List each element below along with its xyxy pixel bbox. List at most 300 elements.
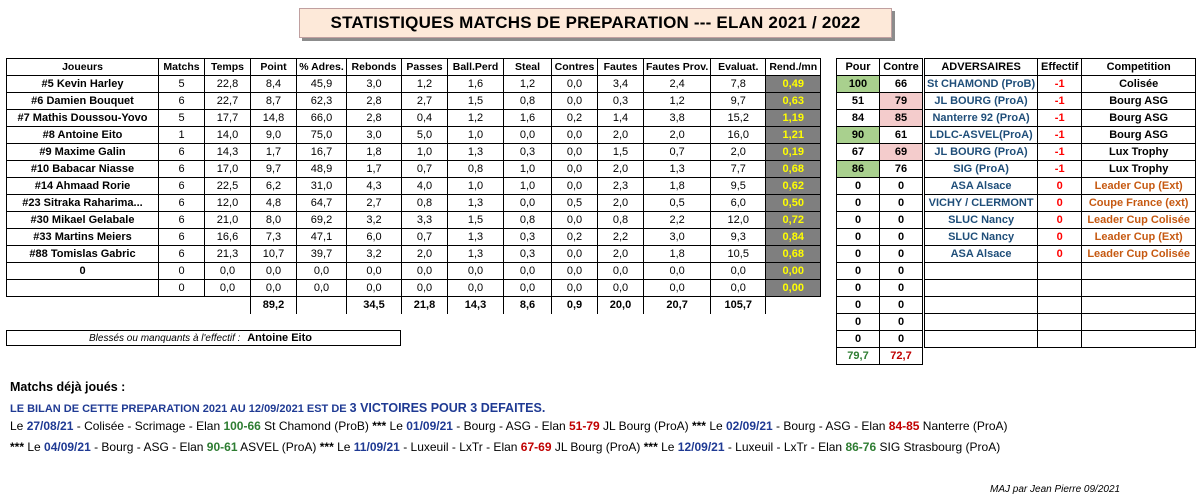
opponent-name: ASA Alsace — [925, 246, 1038, 263]
header-row — [837, 59, 923, 76]
effectif-cell: 0 — [1038, 212, 1082, 229]
stat-cell: 10,7 — [251, 246, 297, 263]
player-name: #5 Kevin Harley — [7, 76, 159, 93]
player-name — [7, 280, 159, 297]
stat-cell: 0,0 — [205, 263, 251, 280]
stat-cell: 1,2 — [402, 76, 448, 93]
table-row — [925, 76, 1196, 93]
effectif-cell: 0 — [1038, 229, 1082, 246]
stat-cell: 2,2 — [598, 229, 644, 246]
table-row — [7, 263, 821, 280]
column-header: Fautes Prov. — [644, 59, 711, 76]
stat-cell: 0,0 — [448, 263, 504, 280]
stat-cell: 0,8 — [402, 195, 448, 212]
stat-cell: 0,0 — [552, 212, 598, 229]
score-contre: 66 — [880, 76, 923, 93]
score-loss: 67-69 — [520, 440, 552, 454]
stat-cell: 1,5 — [448, 93, 504, 110]
stat-cell: 17,7 — [205, 110, 251, 127]
rend-cell: 0,84 — [766, 229, 821, 246]
table-row — [837, 178, 923, 195]
scores-table — [836, 58, 923, 365]
score-pour: 100 — [837, 76, 880, 93]
stat-cell: 6 — [159, 93, 205, 110]
opponent-name: SIG (ProA) — [925, 161, 1038, 178]
table-row — [925, 93, 1196, 110]
stat-cell: 0,0 — [297, 280, 347, 297]
stat-cell: 6,2 — [251, 178, 297, 195]
score-contre: 0 — [880, 331, 923, 348]
total-cell — [159, 297, 205, 314]
empty-cell — [925, 263, 1038, 280]
score-contre: 0 — [880, 229, 923, 246]
stat-cell: 14,0 — [205, 127, 251, 144]
column-header: % Adres. — [297, 59, 347, 76]
column-header: Rebonds — [347, 59, 402, 76]
competition-cell: Leader Cup Colisée — [1082, 246, 1196, 263]
injury-label: Blessés ou manquants à l'effectif : — [89, 333, 241, 344]
stat-cell: 2,4 — [644, 76, 711, 93]
column-header: Passes — [402, 59, 448, 76]
stat-cell: 0,0 — [644, 263, 711, 280]
score-contre: 0 — [880, 178, 923, 195]
stat-cell: 3,2 — [347, 212, 402, 229]
score-pour: 0 — [837, 280, 880, 297]
stat-cell: 1,3 — [448, 144, 504, 161]
stat-cell: 47,1 — [297, 229, 347, 246]
total-cell — [766, 297, 821, 314]
stat-cell: 0,0 — [402, 263, 448, 280]
effectif-cell: 0 — [1038, 178, 1082, 195]
score-contre: 85 — [880, 110, 923, 127]
stat-cell: 0,8 — [504, 93, 552, 110]
avg-pour: 79,7 — [837, 348, 880, 365]
stat-cell: 2,0 — [402, 246, 448, 263]
stat-cell: 2,3 — [598, 178, 644, 195]
player-name: #33 Martins Meiers — [7, 229, 159, 246]
table-row — [7, 212, 821, 229]
stat-cell: 1,5 — [448, 212, 504, 229]
stat-cell: 0,8 — [448, 161, 504, 178]
total-cell: 14,3 — [448, 297, 504, 314]
column-header: Joueurs — [7, 59, 159, 76]
header-row — [925, 59, 1196, 76]
effectif-cell: -1 — [1038, 127, 1082, 144]
date: 27/08/21 — [26, 419, 74, 433]
stat-cell: 48,9 — [297, 161, 347, 178]
score-pour: 0 — [837, 178, 880, 195]
rend-cell: 1,21 — [766, 127, 821, 144]
player-name: #7 Mathis Doussou-Yovo — [7, 110, 159, 127]
score-win: 86-76 — [845, 440, 877, 454]
score-pour: 51 — [837, 93, 880, 110]
stat-cell: 2,0 — [644, 127, 711, 144]
table-row — [837, 331, 923, 348]
stat-cell: 9,5 — [711, 178, 766, 195]
stat-cell: 1,0 — [504, 161, 552, 178]
stat-cell: 0,7 — [402, 229, 448, 246]
empty-cell — [925, 314, 1038, 331]
player-name: #8 Antoine Eito — [7, 127, 159, 144]
empty-cell — [925, 297, 1038, 314]
stat-cell: 0,3 — [504, 144, 552, 161]
stat-cell: 2,8 — [347, 110, 402, 127]
empty-cell — [1038, 297, 1082, 314]
table-row — [925, 144, 1196, 161]
score-pour: 86 — [837, 161, 880, 178]
header-row — [7, 59, 821, 76]
total-cell: 89,2 — [251, 297, 297, 314]
column-header: ADVERSAIRES — [925, 59, 1038, 76]
competition-cell: Colisée — [1082, 76, 1196, 93]
empty-cell — [1082, 263, 1196, 280]
table-row — [925, 127, 1196, 144]
opponent-name: JL BOURG (ProA) — [925, 144, 1038, 161]
stat-cell: 1,8 — [347, 144, 402, 161]
stat-cell: 22,5 — [205, 178, 251, 195]
stat-cell: 1,0 — [448, 127, 504, 144]
stat-cell: 0,0 — [347, 280, 402, 297]
rend-cell: 0,49 — [766, 76, 821, 93]
stat-cell: 0,3 — [504, 246, 552, 263]
empty-cell — [925, 280, 1038, 297]
date: 12/09/21 — [677, 440, 725, 454]
score-contre: 0 — [880, 280, 923, 297]
stat-cell: 0,5 — [552, 195, 598, 212]
stat-cell: 6 — [159, 195, 205, 212]
stat-cell: 0,3 — [598, 93, 644, 110]
stat-cell: 75,0 — [297, 127, 347, 144]
stat-cell: 3,0 — [644, 229, 711, 246]
opponent-name: SLUC Nancy — [925, 212, 1038, 229]
stat-cell: 9,7 — [711, 93, 766, 110]
table-row — [7, 110, 821, 127]
stat-cell: 69,2 — [297, 212, 347, 229]
date: 11/09/21 — [353, 440, 400, 454]
stat-cell: 0,0 — [711, 263, 766, 280]
rend-cell: 0,00 — [766, 280, 821, 297]
empty-cell — [1038, 314, 1082, 331]
total-cell — [297, 297, 347, 314]
table-row — [837, 280, 923, 297]
stat-cell: 0,0 — [448, 280, 504, 297]
total-cell: 0,9 — [552, 297, 598, 314]
table-row — [837, 76, 923, 93]
stat-cell: 0,0 — [504, 280, 552, 297]
update-signature: MAJ par Jean Pierre 09/2021 — [990, 484, 1121, 495]
column-header: Pour — [837, 59, 880, 76]
totals-row — [7, 297, 821, 314]
score-pour: 0 — [837, 246, 880, 263]
stat-cell: 0,0 — [347, 263, 402, 280]
stat-cell: 1,7 — [347, 161, 402, 178]
total-cell: 20,0 — [598, 297, 644, 314]
competition-cell: Bourg ASG — [1082, 110, 1196, 127]
stat-cell: 14,3 — [205, 144, 251, 161]
table-row — [925, 212, 1196, 229]
opponent-name: St CHAMOND (ProB) — [925, 76, 1038, 93]
table-row — [7, 127, 821, 144]
stat-cell: 16,6 — [205, 229, 251, 246]
stat-cell: 1,3 — [448, 246, 504, 263]
column-header: Rend./mn — [766, 59, 821, 76]
empty-cell — [1038, 280, 1082, 297]
table-row — [925, 297, 1196, 314]
stat-cell: 22,8 — [205, 76, 251, 93]
table-row — [837, 93, 923, 110]
table-row — [7, 144, 821, 161]
total-cell: 8,6 — [504, 297, 552, 314]
stat-cell: 3,8 — [644, 110, 711, 127]
stat-cell: 1,2 — [644, 93, 711, 110]
table-row — [837, 246, 923, 263]
stat-cell: 1,3 — [448, 229, 504, 246]
stat-cell: 0,0 — [711, 280, 766, 297]
stat-cell: 0,3 — [504, 229, 552, 246]
stat-cell: 12,0 — [711, 212, 766, 229]
stat-cell: 2,0 — [598, 246, 644, 263]
score-contre: 0 — [880, 195, 923, 212]
stat-cell: 1,0 — [504, 178, 552, 195]
stat-cell: 21,3 — [205, 246, 251, 263]
table-row — [925, 314, 1196, 331]
stat-cell: 2,2 — [644, 212, 711, 229]
stat-cell: 6 — [159, 161, 205, 178]
stat-cell: 2,0 — [711, 144, 766, 161]
stat-cell: 1,2 — [448, 110, 504, 127]
stat-cell: 0,0 — [504, 127, 552, 144]
table-row — [925, 263, 1196, 280]
competition-cell: Lux Trophy — [1082, 161, 1196, 178]
opponent-name: JL BOURG (ProA) — [925, 93, 1038, 110]
score-contre: 0 — [880, 246, 923, 263]
effectif-cell: -1 — [1038, 144, 1082, 161]
stat-cell: 10,5 — [711, 246, 766, 263]
opponent-name: VICHY / CLERMONT — [925, 195, 1038, 212]
stat-cell: 3,3 — [402, 212, 448, 229]
stat-cell: 3,0 — [347, 76, 402, 93]
stat-cell: 7,8 — [711, 76, 766, 93]
stat-cell: 3,4 — [598, 76, 644, 93]
stat-cell: 0,8 — [504, 212, 552, 229]
score-contre: 0 — [880, 314, 923, 331]
competition-cell: Lux Trophy — [1082, 144, 1196, 161]
stat-cell: 2,0 — [598, 161, 644, 178]
score-pour: 0 — [837, 229, 880, 246]
stat-cell: 1,0 — [448, 178, 504, 195]
stat-cell: 16,7 — [297, 144, 347, 161]
table-row — [7, 178, 821, 195]
column-header: Contres — [552, 59, 598, 76]
table-row — [925, 110, 1196, 127]
avg-contre: 72,7 — [880, 348, 923, 365]
bilan-prefix: LE BILAN DE CETTE PREPARATION 2021 AU 12/09/2021 EST DE — [10, 403, 350, 415]
competition-cell: Bourg ASG — [1082, 93, 1196, 110]
stat-cell: 0,0 — [251, 280, 297, 297]
stat-cell: 22,7 — [205, 93, 251, 110]
effectif-cell: 0 — [1038, 246, 1082, 263]
table-row — [7, 161, 821, 178]
table-row — [837, 144, 923, 161]
column-header: Fautes — [598, 59, 644, 76]
score-contre: 69 — [880, 144, 923, 161]
stat-cell: 0,0 — [552, 280, 598, 297]
table-row — [925, 195, 1196, 212]
stat-cell: 0,2 — [552, 229, 598, 246]
stat-cell: 1,3 — [448, 195, 504, 212]
stat-cell: 31,0 — [297, 178, 347, 195]
effectif-cell: -1 — [1038, 76, 1082, 93]
column-header: Competition — [1082, 59, 1196, 76]
stat-cell: 0,0 — [251, 263, 297, 280]
stat-cell: 0,0 — [598, 263, 644, 280]
stat-cell: 0,0 — [644, 280, 711, 297]
stat-cell: 1,4 — [598, 110, 644, 127]
stat-cell: 2,7 — [347, 195, 402, 212]
stat-cell: 66,0 — [297, 110, 347, 127]
page-title: STATISTIQUES MATCHS DE PREPARATION --- ELAN 2021 / 2022 — [299, 8, 892, 38]
effectif-cell: 0 — [1038, 195, 1082, 212]
stat-cell: 6,0 — [347, 229, 402, 246]
player-name: #88 Tomislas Gabric — [7, 246, 159, 263]
competition-cell: Coupe France (ext) — [1082, 195, 1196, 212]
stat-cell: 8,7 — [251, 93, 297, 110]
player-name: #30 Mikael Gelabale — [7, 212, 159, 229]
table-row — [837, 263, 923, 280]
stat-cell: 6 — [159, 246, 205, 263]
column-header: Effectif — [1038, 59, 1082, 76]
stat-cell: 16,0 — [711, 127, 766, 144]
table-row — [837, 161, 923, 178]
competition-cell: Leader Cup (Ext) — [1082, 178, 1196, 195]
played-title: Matchs déjà joués : — [10, 380, 126, 394]
stat-cell: 4,3 — [347, 178, 402, 195]
score-loss: 84-85 — [888, 419, 920, 433]
stat-cell: 3,0 — [347, 127, 402, 144]
stat-cell: 8,0 — [251, 212, 297, 229]
opponent-name: LDLC-ASVEL(ProA) — [925, 127, 1038, 144]
date: 01/09/21 — [406, 419, 453, 433]
results-line-2: *** Le 04/09/21 - Bourg - ASG - Elan 90-61 ASVEL (ProA) *** Le 11/09/21 - Luxeuil - LxTr - Elan 67-69 JL Bourg (ProA) *** Le 12/09/21 - Luxeuil - LxTr - Elan 86-76 SIG Strasbourg (ProA) — [10, 440, 1001, 454]
rend-cell: 0,63 — [766, 93, 821, 110]
table-row — [837, 229, 923, 246]
stat-cell: 0,0 — [205, 280, 251, 297]
stat-cell: 0,4 — [402, 110, 448, 127]
stat-cell: 5 — [159, 76, 205, 93]
stat-cell: 1,6 — [448, 76, 504, 93]
score-contre: 0 — [880, 297, 923, 314]
column-header: Ball.Perd — [448, 59, 504, 76]
stat-cell: 0,0 — [552, 144, 598, 161]
empty-cell — [1038, 263, 1082, 280]
competition-cell: Leader Cup (Ext) — [1082, 229, 1196, 246]
stat-cell: 5,0 — [402, 127, 448, 144]
stat-cell: 21,0 — [205, 212, 251, 229]
score-pour: 0 — [837, 297, 880, 314]
score-pour: 0 — [837, 331, 880, 348]
column-header: Point — [251, 59, 297, 76]
total-cell: 34,5 — [347, 297, 402, 314]
stat-cell: 2,0 — [598, 195, 644, 212]
stat-cell: 14,8 — [251, 110, 297, 127]
empty-cell — [1082, 331, 1196, 348]
stat-cell: 0,7 — [644, 144, 711, 161]
table-row — [837, 110, 923, 127]
table-row — [7, 229, 821, 246]
stat-cell: 0,0 — [552, 127, 598, 144]
stat-cell: 2,0 — [598, 127, 644, 144]
table-row — [837, 212, 923, 229]
table-row — [837, 297, 923, 314]
stat-cell: 7,7 — [711, 161, 766, 178]
average-row — [837, 348, 923, 365]
stat-cell: 0 — [159, 280, 205, 297]
score-contre: 0 — [880, 212, 923, 229]
stat-cell: 0,0 — [402, 280, 448, 297]
player-name: #6 Damien Bouquet — [7, 93, 159, 110]
score-loss: 51-79 — [569, 419, 600, 433]
stat-cell: 1,8 — [644, 246, 711, 263]
stat-cell: 0,0 — [552, 161, 598, 178]
rend-cell: 0,62 — [766, 178, 821, 195]
empty-cell — [1038, 331, 1082, 348]
stat-cell: 0,5 — [644, 195, 711, 212]
table-row — [925, 229, 1196, 246]
stat-cell: 4,8 — [251, 195, 297, 212]
stat-cell: 6,0 — [711, 195, 766, 212]
table-row — [925, 161, 1196, 178]
stat-cell: 45,9 — [297, 76, 347, 93]
stat-cell: 1,0 — [402, 144, 448, 161]
player-name: #23 Sitraka Raharima... — [7, 195, 159, 212]
score-win: 100-66 — [223, 419, 261, 433]
stat-cell: 0,8 — [598, 212, 644, 229]
score-pour: 0 — [837, 263, 880, 280]
rend-cell: 0,72 — [766, 212, 821, 229]
stat-cell: 64,7 — [297, 195, 347, 212]
score-pour: 67 — [837, 144, 880, 161]
table-row — [925, 246, 1196, 263]
table-row — [837, 314, 923, 331]
effectif-cell: -1 — [1038, 161, 1082, 178]
empty-cell — [925, 331, 1038, 348]
stat-cell: 2,7 — [402, 93, 448, 110]
player-name: #10 Babacar Niasse — [7, 161, 159, 178]
stat-cell: 39,7 — [297, 246, 347, 263]
total-cell: 20,7 — [644, 297, 711, 314]
stat-cell: 0,0 — [552, 93, 598, 110]
table-row — [837, 195, 923, 212]
effectif-cell: -1 — [1038, 93, 1082, 110]
stat-cell: 0,2 — [552, 110, 598, 127]
rend-cell: 0,00 — [766, 263, 821, 280]
stat-cell: 9,3 — [711, 229, 766, 246]
score-contre: 79 — [880, 93, 923, 110]
stat-cell: 6 — [159, 144, 205, 161]
stat-cell: 5 — [159, 110, 205, 127]
score-contre: 61 — [880, 127, 923, 144]
stat-cell: 0,0 — [552, 263, 598, 280]
stat-cell: 0,7 — [402, 161, 448, 178]
stat-cell: 1,5 — [598, 144, 644, 161]
score-pour: 0 — [837, 212, 880, 229]
player-name: 0 — [7, 263, 159, 280]
stat-cell: 0,0 — [598, 280, 644, 297]
rend-cell: 0,68 — [766, 246, 821, 263]
table-row — [7, 76, 821, 93]
stat-cell: 0,0 — [504, 195, 552, 212]
results-line-1: Le 27/08/21 - Colisée - Scrimage - Elan 100-66 St Chamond (ProB) *** Le 01/09/21 - Bourg - ASG - Elan 51-79 JL Bourg (ProA) *** Le 02/09/21 - Bourg - ASG - Elan 84-85 Nanterre (ProA) — [10, 419, 1008, 433]
